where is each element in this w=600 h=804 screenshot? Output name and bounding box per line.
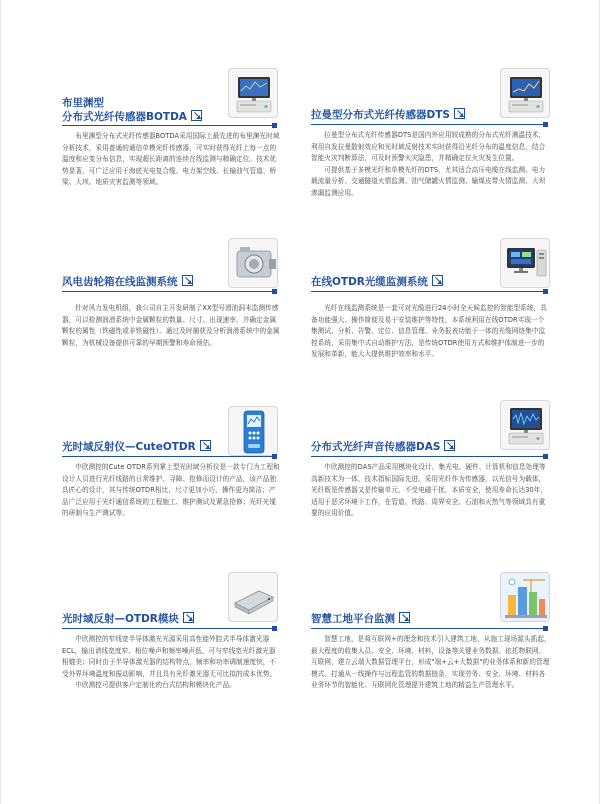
arrow-icon — [399, 612, 410, 623]
arrow-icon — [444, 440, 455, 451]
title-underline — [311, 628, 547, 629]
section-title — [311, 612, 410, 626]
section-title — [62, 110, 202, 124]
section-body — [311, 130, 551, 200]
section-paragraph: 光纤在线监测系统是一套可对光缆进行24小时全天候监控的智能型系统，具备功能强大、操作简便及易于安装维护等特性，本系统利用在线OTDR实现一个集测试、分析、告警、定位、信息管理、业务报表功能于一体的光缆网络集中监控系统，采用集中式自动维护方法，是传统OTDR使用方式和维护体制进一步的发展和革新，能大大提供维护效率和水平。 — [311, 304, 547, 359]
section-title-line: 智慧工地平台监测 — [311, 613, 395, 625]
arrow-icon — [183, 612, 194, 623]
section-paragraph: 中欣测控的Cute OTDR系列掌上型光时域分析仪是一款专门为工程和设计人员进行光纤线路的日常维护、寻障、抢修而设计的产品，该产品独具匠心的设计，其与传统OTDR相比，尺寸更加小巧，操作更为简洁；产品广泛应用于光纤通信系统的工程施工、维护测试及紧急抢修；光纤光缆的研制与生产测试等。 — [62, 463, 280, 518]
section-paragraph: 可提供基于多模光纤和单模光纤的DTS，尤其适合高压电缆在线监测、电力载流量分析、交通隧道火情监测、油气储罐火情监测、输煤皮带火情监测、大坝渗漏监测应用。 — [311, 165, 546, 197]
section-paragraph: 拉曼型分布式光纤传感器DTS是国内外应用较成熟的分布式光纤测温技术，利用自发拉曼散射效应和光时域反射技术实时获得沿光纤分布的温度信息，结合智能火灾判断算法，可及时预警火灾隐患，并精确定位火灾发生位置。 — [311, 131, 546, 163]
section-title — [311, 108, 465, 122]
section-title-line: 分布式光纤传感器BOTDA — [62, 111, 187, 123]
otdr-module-icon — [228, 572, 278, 622]
section-title — [62, 612, 194, 626]
section-body — [62, 131, 280, 189]
title-underline — [311, 124, 547, 125]
section-body — [311, 303, 551, 361]
section-paragraph: 智慧工地，是将互联网+的理念和技术引入建筑工地，从施工现场源头抓起，最大程度的收集人员、安全、环境、材料，设备等关键业务数据。依托物联网、互联网，建立云端大数据管理平台，形成"端+云+大数据"的业务体系和新的管理模式。打通从一线操作与远程监管的数据链条，实现劳务、安全、环境、材料各业务环节的智能化、互联网化管理提升建筑工地的精益生产管理水平。 — [311, 635, 551, 690]
section-title — [62, 96, 104, 110]
title-underline — [62, 291, 276, 292]
section-title — [311, 275, 443, 289]
section-title-line: 拉曼型分布式光纤传感器DTS — [311, 109, 450, 121]
section-paragraph: 中欣测控可提供客户定制化的台式结构和模块化产品。 — [75, 681, 236, 690]
title-underline — [311, 291, 547, 292]
monitoring-computer-icon — [500, 238, 550, 288]
section-paragraph: 中欣测控的窄线宽半导体激光光源采用高性能外腔式半导体激光器ECL，输出谱线宽度窄、相位噪声和频率噪声低，可与窄线宽光纤激光器相媲美；同时由于半导体激光器的结构特点，频率和功率调制速度快，不受外界环境温度和振动影响，并且具有光纤激光器无可比拟的成本优势。 — [62, 635, 277, 678]
section-title-line: 光时域反射—OTDR模块 — [62, 613, 179, 625]
section-paragraph: 中欣测控的DAS产品采用模块化设计，集光电、硬件、计算机和信息处理等高新技术为一体，技术指标国际先进。采用光纤作为传感器，以光信号为载体，光纤既是传感器又是传输单元，不受电磁干扰，本质安全，使用寿命长达30年，适用于恶劣环境下工作，在管道、铁路、周界安全、石油和天然气等领域具有重要的应用价值。 — [311, 463, 548, 518]
section-paragraph: 布里渊型分布式光纤传感器BOTDA采用国际上最先进的布里渊光时域分析技术，采用普通的通信单模光纤传感器，可实时获得光纤上每一点的温度和应变分布信息，实现超长距离的连续在线监测与精确定位。技术优势显著，可广泛应用于海底光电复合缆、电力架空线、长输油气管道、桥梁、大坝、地质灾害监测等领域。 — [62, 132, 280, 187]
arrow-icon — [454, 108, 465, 119]
section-body — [62, 462, 280, 520]
section-title — [62, 275, 193, 289]
section-title — [311, 440, 455, 454]
arrow-icon — [432, 275, 443, 286]
section-title-line: 光时域反射仪—CuteOTDR — [62, 441, 196, 453]
handheld-otdr-icon — [228, 406, 278, 456]
computer-workstation-icon — [500, 68, 550, 118]
title-underline — [62, 125, 276, 126]
section-title-line: 布里渊型 — [62, 97, 104, 109]
computer-workstation-icon — [500, 400, 550, 450]
section-body — [62, 303, 280, 349]
section-paragraph: 针对风力发电机组，我公司自主开发研制了XX型号滑油洞末监测传感器，可以检测润滑系统中金属颗粒的数量、尺寸、出现速率，并确定金属颗粒的属性（铁磁性或非铁磁性）。通过及时捕获及分析润滑系统中的金属颗粒，为机械设备提供可靠的早期预警和寿命预估。 — [62, 304, 280, 347]
metal-sensor-device-icon — [228, 238, 278, 288]
section-body — [311, 634, 551, 692]
section-body — [311, 462, 551, 520]
section-body — [62, 634, 280, 692]
arrow-icon — [191, 110, 202, 121]
smart-construction-site-icon — [500, 572, 550, 622]
section-title — [62, 440, 211, 454]
title-underline — [311, 456, 547, 457]
section-title-line: 风电齿轮箱在线监测系统 — [62, 276, 178, 288]
section-title-line: 分布式光纤声音传感器DAS — [311, 441, 441, 453]
arrow-icon — [182, 275, 193, 286]
title-underline — [62, 456, 276, 457]
computer-workstation-icon — [228, 68, 278, 118]
section-title-line: 在线OTDR光缆监测系统 — [311, 276, 428, 288]
arrow-icon — [200, 440, 211, 451]
title-underline — [62, 628, 276, 629]
